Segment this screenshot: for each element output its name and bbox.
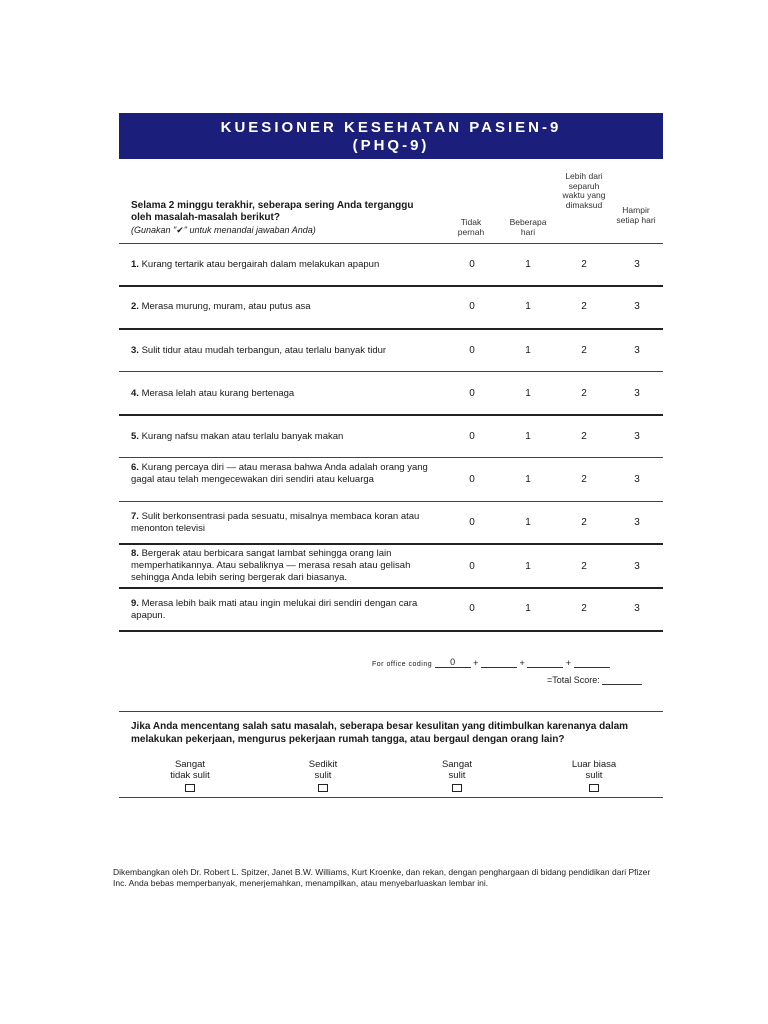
score-1[interactable]: 1 (525, 603, 531, 614)
question-row-3 (131, 345, 441, 357)
score-0[interactable]: 0 (469, 561, 475, 572)
title-banner (119, 113, 663, 159)
score-2[interactable]: 2 (581, 388, 587, 399)
question-text: Kurang nafsu makan atau terlalu banyak makan (141, 431, 344, 442)
question-text: Merasa murung, muram, atau putus asa (141, 301, 311, 312)
coding-blank-4[interactable] (574, 657, 610, 668)
title-line-2: (PHQ-9) (352, 137, 430, 154)
score-2[interactable]: 2 (581, 517, 587, 528)
score-3[interactable]: 3 (634, 561, 640, 572)
plus-sign: + (473, 658, 479, 668)
difficulty-option-not-difficult[interactable] (145, 759, 235, 795)
score-1[interactable]: 1 (525, 561, 531, 572)
question-number: 9. (131, 598, 139, 609)
total-score-label: =Total Score: (547, 675, 600, 685)
column-header-more-than-half: Lebih dari separuh waktu yang dimaksud (562, 171, 606, 210)
question-row-6 (131, 462, 441, 486)
question-number: 4. (131, 388, 139, 399)
divider (119, 501, 663, 502)
score-2[interactable]: 2 (581, 431, 587, 442)
score-3[interactable]: 3 (634, 517, 640, 528)
score-0[interactable]: 0 (469, 431, 475, 442)
divider (119, 797, 663, 798)
score-2[interactable]: 2 (581, 259, 587, 270)
option-line-2: sulit (585, 770, 603, 781)
question-number: 5. (131, 431, 139, 442)
option-line-1: Luar biasa (571, 759, 617, 770)
question-number: 8. (131, 548, 139, 559)
option-line-1: Sedikit (308, 759, 338, 770)
question-text: Sulit tidur atau mudah terbangun, atau terlalu banyak tidur (141, 345, 387, 356)
title-line-1: KUESIONER KESEHATAN PASIEN-9 (220, 119, 562, 136)
office-coding (372, 657, 610, 668)
total-score (547, 674, 642, 685)
intro-question: Selama 2 minggu terakhir, seberapa sering Anda terganggu oleh masalah-masalah berikut? (131, 200, 414, 223)
plus-sign: + (519, 658, 525, 668)
option-line-1: Sangat (174, 759, 206, 770)
divider (119, 587, 663, 589)
option-line-2: sulit (448, 770, 466, 781)
divider (119, 543, 663, 545)
score-3[interactable]: 3 (634, 301, 640, 312)
score-3[interactable]: 3 (634, 474, 640, 485)
score-3[interactable]: 3 (634, 345, 640, 356)
score-0[interactable]: 0 (469, 603, 475, 614)
question-row-8 (131, 548, 441, 584)
office-coding-label: For office coding (372, 661, 433, 668)
score-1[interactable]: 1 (525, 474, 531, 485)
score-1[interactable]: 1 (525, 431, 531, 442)
question-text: Kurang tertarik atau bergairah dalam melakukan apapun (141, 259, 380, 270)
coding-blank-1[interactable]: 0 (435, 657, 471, 668)
difficulty-option-somewhat-difficult[interactable] (278, 759, 368, 795)
score-0[interactable]: 0 (469, 517, 475, 528)
plus-sign: + (565, 658, 572, 668)
question-number: 6. (131, 462, 139, 473)
option-line-2: sulit (314, 770, 332, 781)
divider (119, 711, 663, 712)
intro-hint: (Gunakan "✔" untuk menandai jawaban Anda) (131, 225, 316, 235)
column-header-not-at-all: Tidak pernah (457, 217, 485, 237)
score-1[interactable]: 1 (525, 301, 531, 312)
question-number: 7. (131, 511, 139, 522)
score-1[interactable]: 1 (525, 259, 531, 270)
score-3[interactable]: 3 (634, 603, 640, 614)
divider (119, 457, 663, 458)
score-2[interactable]: 2 (581, 561, 587, 572)
score-1[interactable]: 1 (525, 388, 531, 399)
question-text: Merasa lebih baik mati atau ingin melukai diri sendiri dengan cara apapun. (131, 598, 418, 621)
question-number: 2. (131, 301, 139, 312)
intro-block (131, 200, 431, 236)
question-row-5 (131, 431, 441, 443)
divider (119, 328, 663, 330)
divider (119, 371, 663, 372)
question-row-7 (131, 511, 441, 535)
column-header-several-days: Beberapa hari (509, 217, 547, 237)
question-row-9 (131, 598, 441, 622)
question-text: Kurang percaya diri — atau merasa bahwa Anda adalah orang yang gagal atau telah mengecewakan diri sendiri atau keluarga (131, 462, 428, 485)
score-0[interactable]: 0 (469, 474, 475, 485)
difficulty-option-very-difficult[interactable] (412, 759, 502, 795)
score-3[interactable]: 3 (634, 388, 640, 399)
checkbox-icon[interactable] (318, 784, 328, 792)
footer-credits: Dikembangkan oleh Dr. Robert L. Spitzer, Janet B.W. Williams, Kurt Kroenke, dan rekan, dengan penghargaan di bidang pendidikan dari Pfizer Inc. Anda bebas memperbanyak, menerjemahkan, menampilkan, atau menyebarluaskan lembar ini. (113, 867, 651, 888)
score-0[interactable]: 0 (469, 301, 475, 312)
checkbox-icon[interactable] (452, 784, 462, 792)
question-number: 1. (131, 259, 139, 270)
option-line-2: tidak sulit (170, 770, 210, 781)
question-row-2 (131, 301, 441, 313)
difficulty-question: Jika Anda mencentang salah satu masalah, seberapa besar kesulitan yang ditimbulkan karenanya dalam melakukan pekerjaan, mengurus pekerjaan rumah tangga, atau bergaul dengan orang lain? (131, 721, 629, 745)
score-1[interactable]: 1 (525, 517, 531, 528)
divider (119, 414, 663, 416)
checkbox-icon[interactable] (185, 784, 195, 792)
coding-blank-2[interactable] (481, 657, 517, 668)
question-text: Sulit berkonsentrasi pada sesuatu, misalnya membaca koran atau menonton televisi (131, 511, 420, 534)
checkbox-icon[interactable] (589, 784, 599, 792)
question-number: 3. (131, 345, 139, 356)
question-row-1 (131, 259, 441, 271)
divider (119, 243, 663, 244)
total-score-blank[interactable] (602, 674, 642, 685)
difficulty-option-extremely-difficult[interactable] (549, 759, 639, 795)
score-2[interactable]: 2 (581, 603, 587, 614)
score-2[interactable]: 2 (581, 301, 587, 312)
coding-blank-3[interactable] (527, 657, 563, 668)
score-0[interactable]: 0 (469, 388, 475, 399)
score-3[interactable]: 3 (634, 431, 640, 442)
score-2[interactable]: 2 (581, 345, 587, 356)
divider (119, 630, 663, 632)
column-header-nearly-every-day: Hampir setiap hari (616, 205, 656, 225)
score-1[interactable]: 1 (525, 345, 531, 356)
divider (119, 285, 663, 287)
question-text: Merasa lelah atau kurang bertenaga (141, 388, 295, 399)
option-line-1: Sangat (441, 759, 473, 770)
score-2[interactable]: 2 (581, 474, 587, 485)
score-0[interactable]: 0 (469, 345, 475, 356)
question-text: Bergerak atau berbicara sangat lambat sehingga orang lain memperhatikannya. Atau sebaliknya — merasa resah atau gelisah sehingga Anda lebih sering bergerak dari biasanya. (131, 548, 411, 583)
question-row-4 (131, 388, 441, 400)
score-0[interactable]: 0 (469, 259, 475, 270)
score-3[interactable]: 3 (634, 259, 640, 270)
